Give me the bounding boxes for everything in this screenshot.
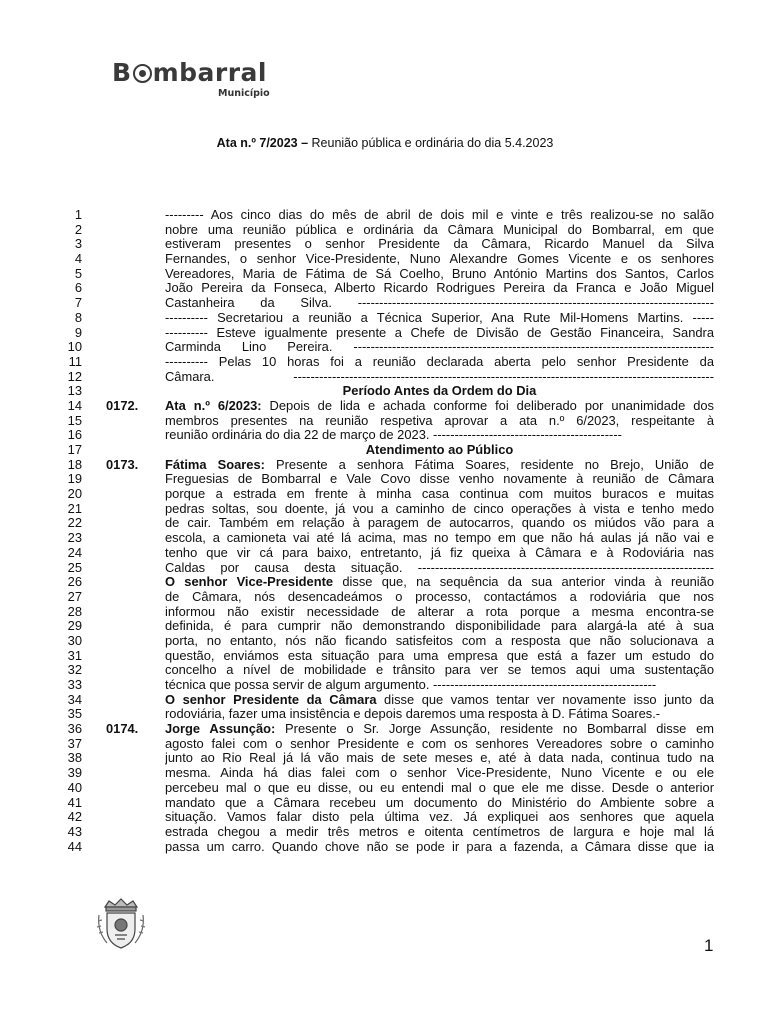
line-number: 42 bbox=[67, 809, 82, 825]
line-number: 16 bbox=[67, 427, 82, 443]
line-content: --------- Aos cinco dias do mês de abril de dois mil e vinte e três realizou-se no salão bbox=[165, 208, 714, 222]
line-number: 30 bbox=[67, 632, 82, 648]
deliberation-code: 0174. bbox=[106, 721, 139, 737]
line-text bbox=[165, 796, 714, 811]
minutes-line bbox=[0, 516, 770, 531]
line-text bbox=[165, 340, 714, 355]
minutes-line bbox=[0, 531, 770, 546]
line-content: Presente a senhora Fátima Soares, residente no Brejo, União de bbox=[264, 457, 714, 472]
line-content: informou não existir necessidade de alterar a rota porque a mesma encontra-se bbox=[165, 604, 714, 619]
minutes-line bbox=[0, 707, 770, 722]
line-text bbox=[165, 355, 714, 370]
minutes-line bbox=[0, 326, 770, 341]
line-number: 15 bbox=[67, 412, 82, 428]
line-text bbox=[165, 531, 714, 546]
minutes-line bbox=[0, 296, 770, 311]
line-content: Vereadores, Maria de Fátima de Sá Coelho, Bruno António Martins dos Santos, Carlos bbox=[165, 266, 714, 281]
line-content: técnica que possa servir de algum argumento. ---------------------------------------------------- bbox=[165, 678, 657, 692]
line-content: mesma. Ainda há dias falei com o senhor Vice-Presidente, Nuno Vicente e ou ele bbox=[165, 766, 714, 781]
line-number: 23 bbox=[67, 530, 82, 546]
line-content: nobre uma reunião pública e ordinária da Câmara Municipal do Bombarral, em que bbox=[165, 222, 714, 237]
line-number: 36 bbox=[67, 721, 82, 737]
municipality-logo bbox=[112, 58, 282, 104]
line-number: 34 bbox=[67, 691, 82, 707]
line-number: 13 bbox=[67, 383, 82, 399]
line-text bbox=[165, 223, 714, 238]
minutes-line bbox=[0, 208, 770, 223]
line-text bbox=[165, 502, 714, 517]
line-content: Presente o Sr. Jorge Assunção, residente no Bombarral disse em bbox=[275, 722, 714, 737]
line-text bbox=[165, 810, 714, 825]
minutes-line bbox=[0, 370, 770, 385]
minutes-line bbox=[0, 575, 770, 590]
deliberation-code: 0172. bbox=[106, 397, 139, 413]
minutes-line bbox=[0, 766, 770, 781]
line-content: disse que, na sequência da sua anterior vinda à reunião bbox=[333, 575, 714, 590]
line-content: rodoviária, fazer uma insistência e depois daremos uma resposta à D. Fátima Soares.- bbox=[165, 707, 661, 722]
line-number: 29 bbox=[67, 618, 82, 634]
line-content: Câmara. -------------------------------------------------------------------------------------------------- bbox=[165, 369, 714, 384]
minutes-body bbox=[0, 208, 770, 854]
minutes-line bbox=[0, 546, 770, 561]
minutes-line bbox=[0, 693, 770, 708]
logo-letter-b: B bbox=[112, 58, 132, 87]
line-text bbox=[165, 663, 714, 678]
line-content: porque a estrada em frente à minha casa continua com muitos buracos e muitas bbox=[165, 487, 714, 502]
line-text bbox=[165, 693, 714, 708]
line-number: 2 bbox=[74, 221, 82, 237]
line-content: tenho que vir cá para baixo, entretanto, já fiz queixa à Câmara e à Rodoviária nas bbox=[165, 545, 714, 560]
document-title bbox=[0, 136, 770, 150]
line-content: concelho a nível de mobilidade e trânsito para ver se temos aqui uma sustentação bbox=[165, 663, 714, 678]
speaker-label: Fátima Soares: bbox=[165, 457, 265, 472]
line-number: 37 bbox=[67, 735, 82, 751]
page-number: 1 bbox=[704, 936, 714, 955]
line-content: porta, no entanto, nós não ficando satisfeitos com a resposta que não solucionava a bbox=[165, 633, 714, 648]
title-act-number: Ata n.º 7/2023 – bbox=[216, 136, 309, 150]
line-number: 5 bbox=[74, 265, 82, 281]
line-text bbox=[165, 590, 714, 605]
line-number: 41 bbox=[67, 794, 82, 810]
line-text bbox=[165, 311, 714, 326]
line-number: 39 bbox=[67, 765, 82, 781]
minutes-line bbox=[0, 487, 770, 502]
line-content: membros presentes na reunião respetiva aprovar a ata n.º 6/2023, respeitante à bbox=[165, 413, 714, 428]
line-text bbox=[165, 561, 714, 576]
speaker-label: O senhor Vice-Presidente bbox=[165, 575, 334, 590]
line-number: 6 bbox=[74, 280, 82, 296]
line-number: 7 bbox=[74, 295, 82, 311]
line-text bbox=[165, 707, 714, 722]
section-heading bbox=[165, 443, 714, 458]
line-text bbox=[165, 649, 714, 664]
minutes-line bbox=[0, 472, 770, 487]
line-content: Castanheira da Silva. ----------------------------------------------------------------------------------- bbox=[165, 296, 714, 311]
line-number: 14 bbox=[67, 397, 82, 413]
line-text bbox=[165, 722, 714, 737]
minutes-line bbox=[0, 311, 770, 326]
minutes-line bbox=[0, 384, 770, 399]
minutes-line bbox=[0, 825, 770, 840]
line-content: agosto falei com o senhor Presidente e com os senhores Vereadores sobre o caminho bbox=[165, 736, 714, 751]
line-number: 22 bbox=[67, 515, 82, 531]
line-content: mandato que a Câmara recebeu um documento do Ministério do Ambiente sobre a bbox=[165, 795, 714, 810]
line-text bbox=[165, 737, 714, 752]
line-number: 20 bbox=[67, 486, 82, 502]
line-number: 4 bbox=[74, 251, 82, 267]
minutes-line bbox=[0, 340, 770, 355]
line-content: ---------- Secretariou a reunião a Técnica Superior, Ana Rute Mil-Homens Martins. ----- bbox=[165, 310, 714, 325]
line-content: reunião ordinária do dia 22 de março de 2023. -------------------------------------------- bbox=[165, 428, 622, 443]
line-text bbox=[165, 575, 714, 590]
minutes-line bbox=[0, 605, 770, 620]
line-number: 17 bbox=[67, 442, 82, 457]
line-number: 25 bbox=[67, 559, 82, 575]
line-content: Atendimento ao Público bbox=[365, 443, 514, 457]
minutes-line bbox=[0, 443, 770, 458]
line-text bbox=[165, 766, 714, 781]
minutes-line bbox=[0, 281, 770, 296]
speaker-label: O senhor Presidente da Câmara bbox=[165, 692, 377, 707]
line-text bbox=[165, 237, 714, 252]
speaker-label: Jorge Assunção: bbox=[165, 722, 276, 737]
line-number: 43 bbox=[67, 823, 82, 839]
line-number: 40 bbox=[67, 779, 82, 795]
line-text bbox=[165, 619, 714, 634]
line-content: questão, enviámos esta situação para uma empresa que está a fazer um estudo do bbox=[165, 648, 714, 663]
line-text bbox=[165, 399, 714, 414]
logo-letters-rest: mbarral bbox=[152, 58, 267, 87]
line-number: 10 bbox=[67, 339, 82, 355]
minutes-line bbox=[0, 252, 770, 267]
line-text bbox=[165, 267, 714, 282]
line-text bbox=[165, 472, 714, 487]
line-text bbox=[165, 781, 714, 796]
line-content: passa um carro. Quando chove não se pode ir para a fazenda, a Câmara disse que ia bbox=[165, 839, 714, 854]
line-content: Caldas por causa desta situação. --------------------------------------------------------------------- bbox=[165, 560, 714, 575]
line-content: João Pereira da Fonseca, Alberto Ricardo Rodrigues Pereira da Franca e João Miguel bbox=[165, 281, 714, 296]
minutes-line bbox=[0, 722, 770, 737]
line-content: escola, a camioneta vai até lá acima, mas no tempo em que não há aulas já não vai e bbox=[165, 531, 714, 546]
line-content: Depois de lida e achada conforme foi deliberado por unanimidade dos bbox=[261, 398, 714, 413]
line-text bbox=[165, 296, 714, 311]
minutes-line bbox=[0, 428, 770, 443]
section-heading bbox=[165, 384, 714, 399]
minutes-line bbox=[0, 237, 770, 252]
line-text bbox=[165, 516, 714, 531]
line-content: junto ao Rio Real já lá vão mais de sete meses e, até à data nada, continua tudo na bbox=[165, 751, 714, 766]
line-content: Fernandes, o senhor Vice-Presidente, Nuno Alexandre Gomes Vicente e os senhores bbox=[165, 252, 714, 267]
municipal-crest-icon bbox=[95, 895, 147, 951]
line-text bbox=[165, 751, 714, 766]
minutes-line bbox=[0, 634, 770, 649]
minutes-line bbox=[0, 619, 770, 634]
minutes-line bbox=[0, 796, 770, 811]
line-text bbox=[165, 252, 714, 267]
logo-wordmark bbox=[112, 58, 267, 87]
line-text bbox=[165, 428, 714, 443]
minutes-line bbox=[0, 458, 770, 473]
line-text bbox=[165, 326, 714, 341]
minutes-line bbox=[0, 751, 770, 766]
line-content: de Câmara, nós desencadeámos o processo, contactámos a rodoviária que nos bbox=[165, 589, 714, 604]
minutes-line bbox=[0, 737, 770, 752]
line-content: definida, é para cumprir não demonstrando disponibilidade para alargá-la até à sua bbox=[165, 619, 714, 634]
line-number: 21 bbox=[67, 500, 82, 516]
line-number: 11 bbox=[68, 353, 82, 369]
minutes-line bbox=[0, 810, 770, 825]
line-text bbox=[165, 825, 714, 840]
line-number: 1 bbox=[74, 207, 82, 222]
line-content: Freguesias de Bombarral e Vale Covo disse venho novamente à reunião de Câmara bbox=[165, 472, 714, 487]
line-content: Carminda Lino Pereira. ------------------------------------------------------------------------------------ bbox=[165, 340, 714, 355]
line-text bbox=[165, 458, 714, 473]
minutes-line bbox=[0, 590, 770, 605]
line-number: 28 bbox=[67, 603, 82, 619]
line-number: 26 bbox=[67, 574, 82, 590]
line-content: estrada chegou a medir três metros e oitenta centímetros de largura e hoje mal lá bbox=[165, 824, 714, 839]
line-content: ---------- Esteve igualmente presente a Chefe de Divisão de Gestão Financeira, Sandra bbox=[165, 325, 714, 340]
line-text bbox=[165, 546, 714, 561]
minutes-line bbox=[0, 781, 770, 796]
line-number: 31 bbox=[67, 647, 82, 663]
minutes-line bbox=[0, 355, 770, 370]
line-content: percebeu mal o que eu disse, ou eu entendi mal o que ele me disse. Desde o anterior bbox=[165, 780, 714, 795]
minutes-line bbox=[0, 678, 770, 693]
minutes-line bbox=[0, 502, 770, 517]
line-text bbox=[165, 678, 714, 693]
line-text bbox=[165, 840, 714, 855]
minutes-line bbox=[0, 267, 770, 282]
line-number: 18 bbox=[67, 456, 82, 472]
line-number: 24 bbox=[67, 544, 82, 560]
minutes-line bbox=[0, 399, 770, 414]
line-number: 35 bbox=[67, 706, 82, 722]
line-number: 9 bbox=[74, 324, 82, 340]
line-number: 19 bbox=[67, 471, 82, 487]
line-text bbox=[165, 370, 714, 385]
minutes-line bbox=[0, 649, 770, 664]
line-text bbox=[165, 605, 714, 620]
line-content: estiveram presentes o senhor Presidente da Câmara, Ricardo Manuel da Silva bbox=[165, 237, 714, 252]
line-text bbox=[165, 634, 714, 649]
logo-subtitle: Município bbox=[218, 88, 270, 99]
title-description: Reunião pública e ordinária do dia 5.4.2023 bbox=[308, 136, 554, 150]
minutes-line bbox=[0, 561, 770, 576]
line-text bbox=[165, 208, 714, 223]
line-text bbox=[165, 487, 714, 502]
line-number: 33 bbox=[67, 677, 82, 692]
line-content: situação. Vamos falar disto pela última vez. Já expliquei aos senhores que aquela bbox=[165, 810, 714, 825]
line-number: 8 bbox=[74, 309, 82, 325]
logo-ball-icon bbox=[133, 64, 152, 83]
line-content: disse que vamos tentar ver novamente isso junto da bbox=[376, 692, 714, 707]
line-text bbox=[165, 414, 714, 429]
minutes-line bbox=[0, 223, 770, 238]
line-content: pedras soltas, sou doente, já vou a caminho de cinco operações à vista e tenho medo bbox=[165, 501, 714, 516]
line-text bbox=[165, 281, 714, 296]
line-number: 38 bbox=[67, 750, 82, 766]
deliberation-code: 0173. bbox=[106, 456, 139, 472]
speaker-label: Ata n.º 6/2023: bbox=[165, 398, 262, 413]
line-number: 3 bbox=[74, 236, 82, 252]
line-content: Período Antes da Ordem do Dia bbox=[342, 384, 537, 399]
minutes-line bbox=[0, 663, 770, 678]
line-number: 12 bbox=[67, 368, 82, 384]
line-number: 44 bbox=[67, 838, 82, 854]
minutes-line bbox=[0, 840, 770, 855]
line-content: ---------- Pelas 10 horas foi a reunião declarada aberta pelo senhor Presidente da bbox=[165, 354, 714, 369]
minutes-line bbox=[0, 414, 770, 429]
line-number: 27 bbox=[67, 588, 82, 604]
line-number: 32 bbox=[67, 662, 82, 678]
line-content: de cair. Também em relação à paragem de autocarros, quando os miúdos vão para a bbox=[165, 516, 714, 531]
